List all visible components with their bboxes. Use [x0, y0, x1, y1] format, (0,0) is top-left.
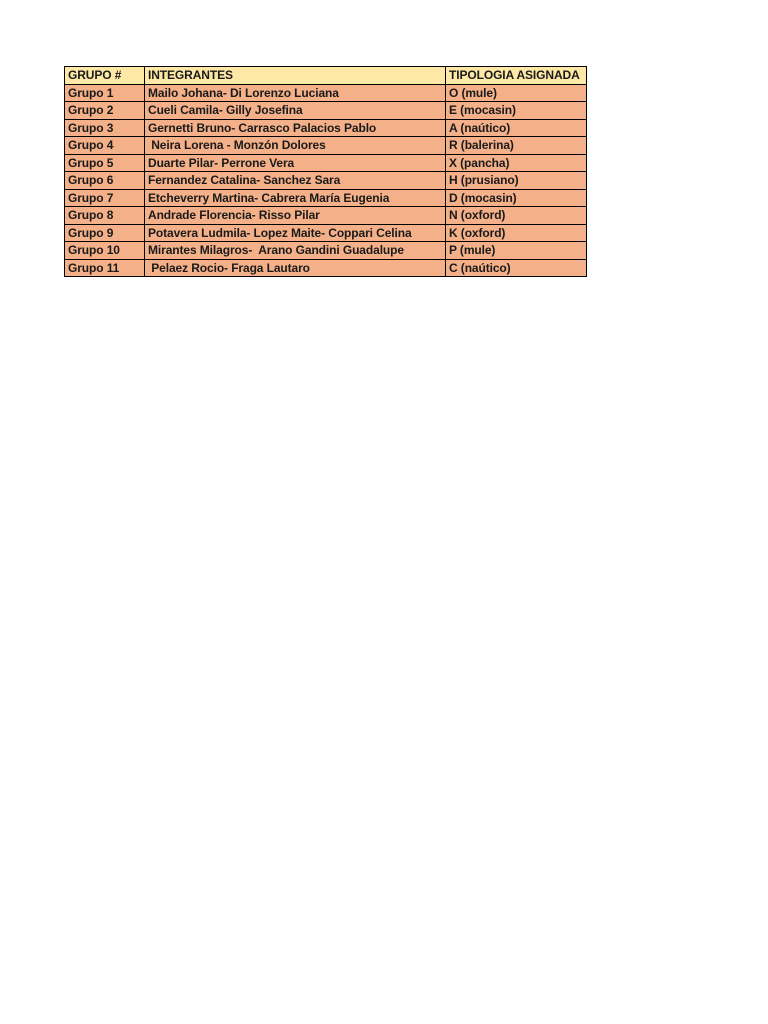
table-row: [65, 242, 587, 260]
grupo-cell: Grupo 2: [65, 102, 145, 120]
integrantes-cell: Cueli Camila- Gilly Josefina: [145, 102, 446, 120]
header-row: [65, 67, 587, 85]
tipologia-cell: K (oxford): [446, 224, 587, 242]
table-row: [65, 102, 587, 120]
integrantes-cell: Mirantes Milagros- Arano Gandini Guadalupe: [145, 242, 446, 260]
integrantes-cell: Pelaez Rocio- Fraga Lautaro: [145, 259, 446, 277]
grupo-cell: Grupo 5: [65, 154, 145, 172]
grupo-cell: Grupo 6: [65, 172, 145, 190]
table-row: [65, 189, 587, 207]
table-row: [65, 119, 587, 137]
header-integrantes: INTEGRANTES: [145, 67, 446, 85]
tipologia-cell: X (pancha): [446, 154, 587, 172]
integrantes-cell: Mailo Johana- Di Lorenzo Luciana: [145, 84, 446, 102]
table-row: [65, 154, 587, 172]
table-row: [65, 172, 587, 190]
tipologia-cell: A (naútico): [446, 119, 587, 137]
table-row: [65, 259, 587, 277]
table-row: [65, 84, 587, 102]
integrantes-cell: Etcheverry Martina- Cabrera María Eugenia: [145, 189, 446, 207]
tipologia-cell: O (mule): [446, 84, 587, 102]
integrantes-cell: Neira Lorena - Monzón Dolores: [145, 137, 446, 155]
table-row: [65, 224, 587, 242]
tipologia-cell: R (balerina): [446, 137, 587, 155]
integrantes-cell: Andrade Florencia- Risso Pilar: [145, 207, 446, 225]
table-row: [65, 137, 587, 155]
tipologia-cell: E (mocasin): [446, 102, 587, 120]
grupo-cell: Grupo 11: [65, 259, 145, 277]
integrantes-cell: Potavera Ludmila- Lopez Maite- Coppari Celina: [145, 224, 446, 242]
tipologia-cell: C (naútico): [446, 259, 587, 277]
grupo-cell: Grupo 3: [65, 119, 145, 137]
grupo-cell: Grupo 4: [65, 137, 145, 155]
integrantes-cell: Fernandez Catalina- Sanchez Sara: [145, 172, 446, 190]
header-grupo: GRUPO #: [65, 67, 145, 85]
table-row: [65, 207, 587, 225]
integrantes-cell: Gernetti Bruno- Carrasco Palacios Pablo: [145, 119, 446, 137]
grupo-cell: Grupo 1: [65, 84, 145, 102]
tipologia-cell: P (mule): [446, 242, 587, 260]
tipologia-cell: N (oxford): [446, 207, 587, 225]
groups-table: [64, 66, 587, 277]
tipologia-cell: H (prusiano): [446, 172, 587, 190]
integrantes-cell: Duarte Pilar- Perrone Vera: [145, 154, 446, 172]
header-tipologia: TIPOLOGIA ASIGNADA: [446, 67, 587, 85]
tipologia-cell: D (mocasin): [446, 189, 587, 207]
grupo-cell: Grupo 7: [65, 189, 145, 207]
grupo-cell: Grupo 10: [65, 242, 145, 260]
grupo-cell: Grupo 9: [65, 224, 145, 242]
grupo-cell: Grupo 8: [65, 207, 145, 225]
